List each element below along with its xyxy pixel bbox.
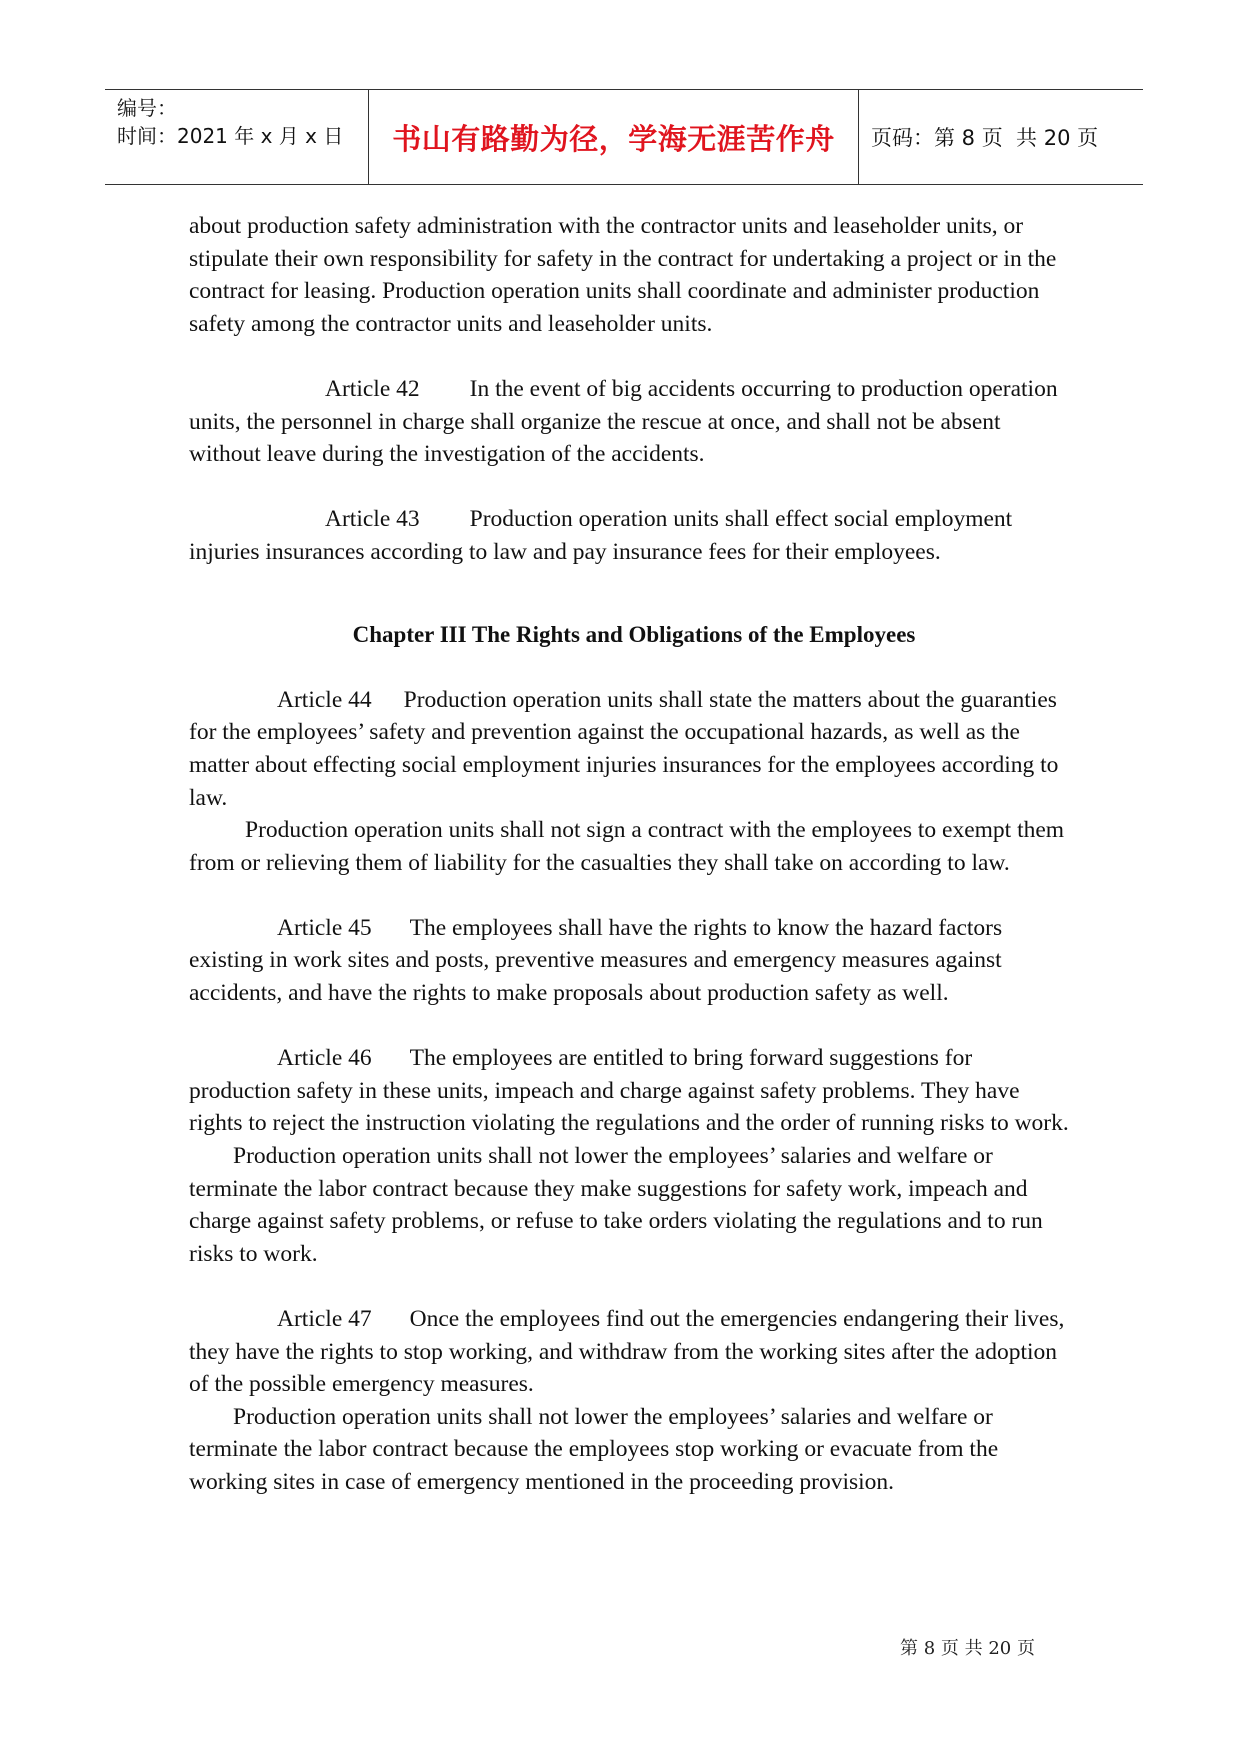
- article-47-label: Article 47: [277, 1306, 372, 1332]
- article-47: [189, 1303, 1069, 1401]
- article-42-label: Article 42: [325, 375, 420, 402]
- document-number-label: 编号：: [117, 96, 177, 120]
- article-45-label: Article 45: [277, 914, 372, 941]
- paragraph-continued: about production safety administration with the contractor units and leaseholder units, or stipulate their own responsibility for safety in the contract for undertaking a project or in the contract for leasing. Production operation units shall coordinate and administer production safety among the contractor units and leaseholder units.: [189, 213, 1057, 337]
- page-info-text: 页码：第 8 页 共 20 页: [871, 126, 1099, 150]
- page-footer: 第 8 页 共 20 页: [900, 1638, 1035, 1659]
- article-46: [189, 1042, 1069, 1140]
- article-43: [189, 503, 1069, 568]
- article-43-text: Production operation units shall effect social employment injuries insurances according to law and pay insurance fees for their employees.: [189, 506, 1013, 565]
- article-47-text: Once the employees find out the emergencies endangering their lives, they have the rights to stop working, and withdraw from the working sites after the adoption of the possible emergency measures.: [189, 1306, 1065, 1398]
- article-44-paragraph-2: Production operation units shall not sign a contract with the employees to exempt them from or relieving them of liability for the casualties they shall take on according to law.: [189, 817, 1065, 876]
- header-meta: [105, 90, 369, 184]
- document-time: 时间：2021 年 x 月 x 日: [117, 124, 344, 148]
- document-body: [189, 210, 1069, 1499]
- article-46-paragraph-2: Production operation units shall not lower the employees’ salaries and welfare or terminate the labor contract because they make suggestions for safety work, impeach and charge against safety problems, or refuse to take orders violating the regulations and to run risks to work.: [189, 1143, 1043, 1267]
- article-42: [189, 373, 1069, 471]
- article-46-label: Article 46: [277, 1045, 372, 1072]
- page-header: [105, 89, 1143, 185]
- article-44-label: Article 44: [277, 686, 372, 713]
- header-page-info: [859, 90, 1143, 184]
- chapter-title: Chapter III The Rights and Obligations of the Employees: [352, 621, 916, 647]
- article-43-label: Article 43: [325, 506, 420, 533]
- article-46-text: The employees are entitled to bring forward suggestions for production safety in these units, impeach and charge against safety problems. They have rights to reject the instruction violating the regulations and the order of running risks to work.: [189, 1045, 1069, 1137]
- article-42-text: In the event of big accidents occurring to production operation units, the personnel in charge shall organize the rescue at once, and shall not be absent without leave during the investigation of the accidents.: [189, 375, 1058, 468]
- article-44: [189, 684, 1069, 814]
- article-45: [189, 912, 1069, 1010]
- article-44-text: Production operation units shall state the matters about the guaranties for the employees’ safety and prevention against the occupational hazards, as well as the matter about effecting social employment injuries insurances for the employees according to law.: [189, 686, 1059, 811]
- header-motto: 书山有路勤为径，学海无涯苦作舟: [369, 90, 859, 184]
- article-45-text: The employees shall have the rights to know the hazard factors existing in work sites and posts, preventive measures and emergency measures against accidents, and have the rights to make proposals about production safety as well.: [189, 914, 1003, 1007]
- article-47-paragraph-2: Production operation units shall not lower the employees’ salaries and welfare or terminate the labor contract because the employees stop working or evacuate from the working sites in case of emergency mentioned in the proceeding provision.: [189, 1403, 999, 1495]
